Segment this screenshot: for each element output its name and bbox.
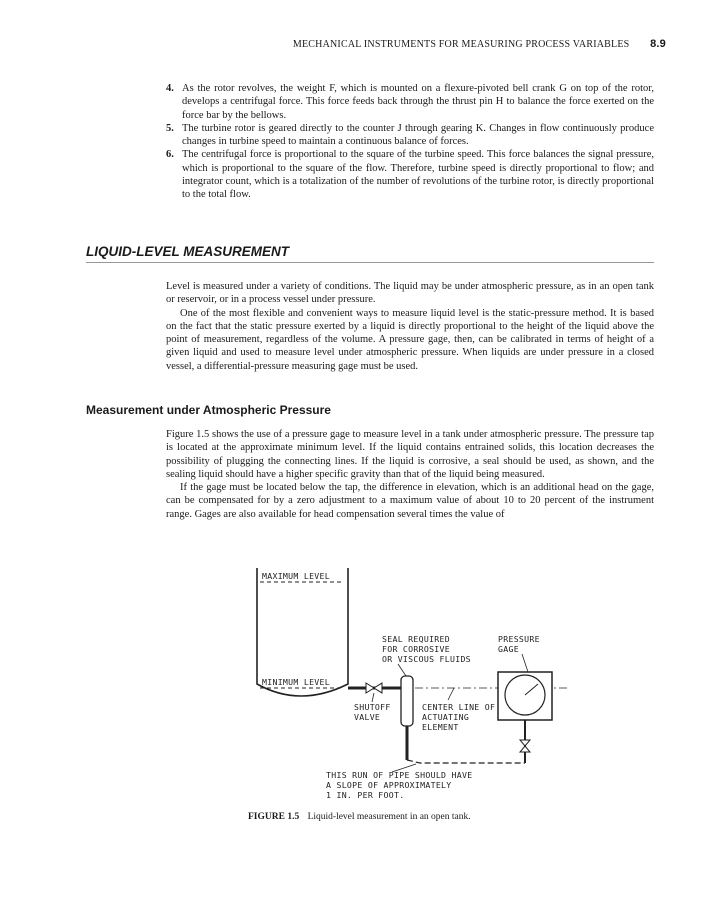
- figure-diagram: [240, 560, 580, 810]
- center-leader-line: [448, 688, 454, 700]
- shutoff-label: SHUTOFF: [354, 702, 391, 712]
- numbered-list: [166, 82, 654, 202]
- shutoff-leader-line: [372, 693, 374, 702]
- body-paragraph: If the gage must be located below the tap, the difference in elevation, which is an additional head on the gage, can be compensated for by a zero adjustment to a maximum value of about 10 to 20 percent of the instrument range. Gages are also available for head compensation several times the value of: [166, 482, 654, 520]
- list-item-number: 6.: [166, 149, 174, 161]
- list-item: [166, 122, 654, 149]
- gage-leader-line: [522, 654, 528, 672]
- center-line-label: CENTER LINE OF: [422, 702, 496, 712]
- center-line-label: ACTUATING: [422, 712, 470, 722]
- shutoff-label: VALVE: [354, 712, 381, 722]
- section-heading: LIQUID-LEVEL MEASUREMENT: [86, 244, 654, 263]
- seal-label: SEAL REQUIRED: [382, 634, 450, 644]
- section-body: [166, 280, 654, 373]
- body-paragraph: One of the most flexible and convenient ways to measure liquid level is the static-pressure method. It is based on the fact that the static pressure exerted by a liquid is directly proportional to the height of the liquid above the point of measurement, regardless of the volume. A pressure gage, then, can be calibrated in terms of height of a given liquid and used to measure level under atmospheric pressure. When liquids are under pressure in a closed vessel, a differential-pressure measuring gage must be used.: [166, 307, 654, 372]
- list-item: [166, 82, 654, 122]
- gage-valve-icon: [520, 740, 530, 746]
- list-item-number: 5.: [166, 122, 174, 134]
- figure-caption: [248, 812, 471, 822]
- running-header: [293, 38, 666, 50]
- shutoff-valve-icon: [366, 683, 374, 693]
- body-paragraph: Figure 1.5 shows the use of a pressure gage to measure level in a tank under atmospheric pressure. The pressure tap is located at the approximate minimum level. If the liquid contains entrained solids, this location decreases the possibility of plugging the connecting lines. If the liquid is corrosive, a seal should be used, as shown, and the sealing liquid should have a higher specific gravity than that of the liquid being measured.: [166, 429, 654, 480]
- body-paragraph: Level is measured under a variety of conditions. The liquid may be under atmospheric pressure, as in an open tank or reservoir, or in a process vessel under pressure.: [166, 281, 654, 306]
- pipe-note: THIS RUN OF PIPE SHOULD HAVE: [326, 770, 473, 780]
- pipe-note: 1 IN. PER FOOT.: [326, 790, 405, 800]
- subsection-heading: Measurement under Atmospheric Pressure: [86, 403, 331, 417]
- figure-caption-label: FIGURE 1.5: [248, 812, 300, 822]
- list-item: [166, 148, 654, 201]
- center-line-label: ELEMENT: [422, 722, 459, 732]
- min-level-label: MINIMUM LEVEL: [262, 677, 330, 687]
- pipe-note: A SLOPE OF APPROXIMATELY: [326, 780, 452, 790]
- subsection-body: [166, 428, 654, 521]
- gage-label: GAGE: [498, 644, 519, 654]
- list-item-text: The turbine rotor is geared directly to the counter J through gearing K. Changes in flow continuously produce changes in turbine speed to maintain a continuous balance of forces.: [182, 122, 654, 148]
- list-item-number: 4.: [166, 83, 174, 94]
- shutoff-valve-icon: [374, 683, 382, 693]
- seal-leader-line: [398, 664, 406, 676]
- seal-label: FOR CORROSIVE: [382, 644, 450, 654]
- list-item-text: As the rotor revolves, the weight F, which is mounted on a flexure-pivoted bell crank G on top of the rotor, develops a centrifugal force. This force feeds back through the thrust pin H to balance the force exerted on the force bar by the bellows.: [182, 83, 654, 121]
- page-number: 8.9: [650, 38, 666, 50]
- seal-chamber: [401, 676, 413, 726]
- seal-label: OR VISCOUS FLUIDS: [382, 654, 471, 664]
- max-level-label: MAXIMUM LEVEL: [262, 571, 330, 581]
- running-title: MECHANICAL INSTRUMENTS FOR MEASURING PROCESS VARIABLES: [292, 39, 630, 50]
- gage-label: PRESSURE: [498, 634, 540, 644]
- list-item-text: The centrifugal force is proportional to the square of the turbine speed. This force balances the signal pressure, which is proportional to the square of the flow. Therefore, turbine speed is directly proportional to flow; and integrator count, which is a totalization of the number of revolutions of the turbine rotor, is directly proportional to the total flow.: [182, 149, 654, 201]
- figure-caption-text: Liquid-level measurement in an open tank.: [307, 812, 471, 822]
- gage-valve-icon: [520, 746, 530, 752]
- sloped-pipe-run: [407, 760, 525, 763]
